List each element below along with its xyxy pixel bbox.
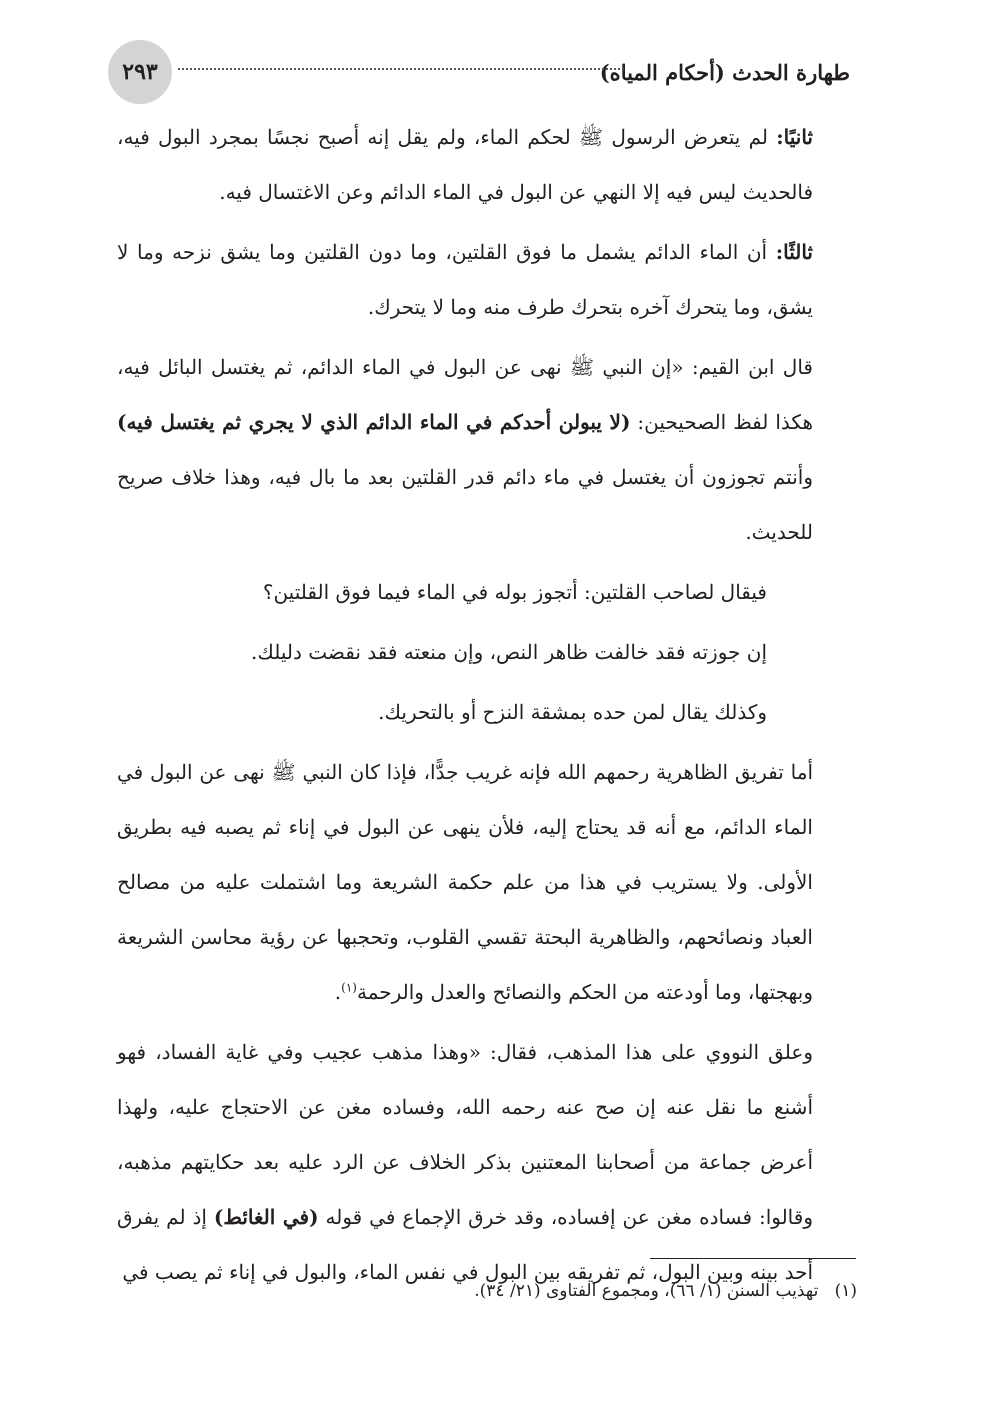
main-text bbox=[117, 110, 813, 1305]
footnote-marker[interactable]: (١) bbox=[341, 980, 357, 995]
footnote-number: (١) bbox=[834, 1281, 857, 1301]
running-header bbox=[108, 40, 856, 104]
paragraph-question: فيقال لصاحب القلتين: أتجوز بوله في الماء فيما فوق القلتين؟ bbox=[262, 580, 767, 604]
quoted-term: (في الغائط) bbox=[213, 1205, 319, 1229]
footnote bbox=[117, 1276, 857, 1306]
chapter-title: طهارة الحدث (أحكام المياه) bbox=[599, 60, 850, 85]
paragraph-text: أن الماء الدائم يشمل ما فوق القلتين، وما دون القلتين وما يشق نزحه وما لا يشق، وما يتحرك آخره بتحرك طرف منه وما لا يتحرك. bbox=[117, 240, 813, 319]
paragraph-lead: ثانيًا: bbox=[776, 125, 813, 149]
paragraph-text: لم يتعرض الرسول ﷺ لحكم الماء، ولم يقل إنه أصبح نجسًا بمجرد البول فيه، فالحديث ليس فيه إلا النهي عن البول في الماء الدائم وعن الاغتسال فيه. bbox=[117, 125, 813, 204]
footnote-text: تهذيب السنن (١/ ٦٦)، ومجموع الفتاوى (٢١/ ٣٤). bbox=[474, 1281, 819, 1301]
paragraph-nazh: وكذلك يقال لمن حده بمشقة النزح أو بالتحريك. bbox=[378, 700, 767, 724]
paragraph-text: قال ابن القيم: «إن النبي ﷺ نهى عن البول في الماء الدائم، ثم يغتسل البائل فيه، هكذا لفظ الصحيحين: bbox=[117, 355, 813, 434]
paragraph-text: وعلق النووي على هذا المذهب، فقال: «وهذا مذهب عجيب وفي غاية الفساد، فهو أشنع ما نقل عنه إن صح عنه رحمه الله، وفساده مغن عن الاحتجاج عليه، ولهذا أعرض جماعة من أصحابنا المعتنين بذكر الخلاف عن الرد عليه بعد حكايتهم مذهبه، وقالوا: فساده مغن عن إفساده، وقد خرق الإجماع في قوله bbox=[117, 1040, 813, 1229]
paragraph-zahiriyya bbox=[117, 745, 813, 1020]
page-number: ٢٩٣ bbox=[108, 40, 172, 104]
paragraph-lead: ثالثًا: bbox=[775, 240, 813, 264]
dotted-leader bbox=[178, 68, 624, 70]
paragraph-text: وأنتم تجوزون أن يغتسل في ماء دائم قدر القلتين بعد ما بال فيه، وهذا خلاف صريح للحديث. bbox=[117, 465, 813, 544]
footnote-separator bbox=[650, 1258, 856, 1259]
paragraph-thalithan bbox=[117, 225, 813, 335]
paragraph-text: أما تفريق الظاهرية رحمهم الله فإنه غريب جدًّا، فإذا كان النبي ﷺ نهى عن البول في الماء الدائم، مع أنه قد يحتاج إليه، فلأن ينهى عن البول في إناء ثم يصبه فيه بطريق الأولى. ولا يستريب في هذا من علم حكمة الشريعة وما اشتملت عليه من مصالح العباد ونصائحهم، والظاهرية البحتة تقسي القلوب، وتحجبها عن رؤية محاسن الشريعة وبهجتها، وما أودعته من الحكم والنصائح والعدل والرحمة bbox=[117, 760, 813, 1004]
paragraph-text: إذ لم يفرق أحد بينه وبين البول، ثم تفريقه بين البول في نفس الماء، والبول في إناء ثم يصب في bbox=[117, 1205, 813, 1284]
paragraph-dilemma: إن جوزته فقد خالفت ظاهر النص، وإن منعته فقد نقضت دليلك. bbox=[251, 640, 767, 664]
hadith-quote: (لا يبولن أحدكم في الماء الدائم الذي لا يجري ثم يغتسل فيه) bbox=[117, 410, 631, 434]
paragraph-end: . bbox=[334, 980, 342, 1004]
paragraph-thaniyan bbox=[117, 110, 813, 220]
paragraph-ibn-qayyim bbox=[117, 340, 813, 560]
